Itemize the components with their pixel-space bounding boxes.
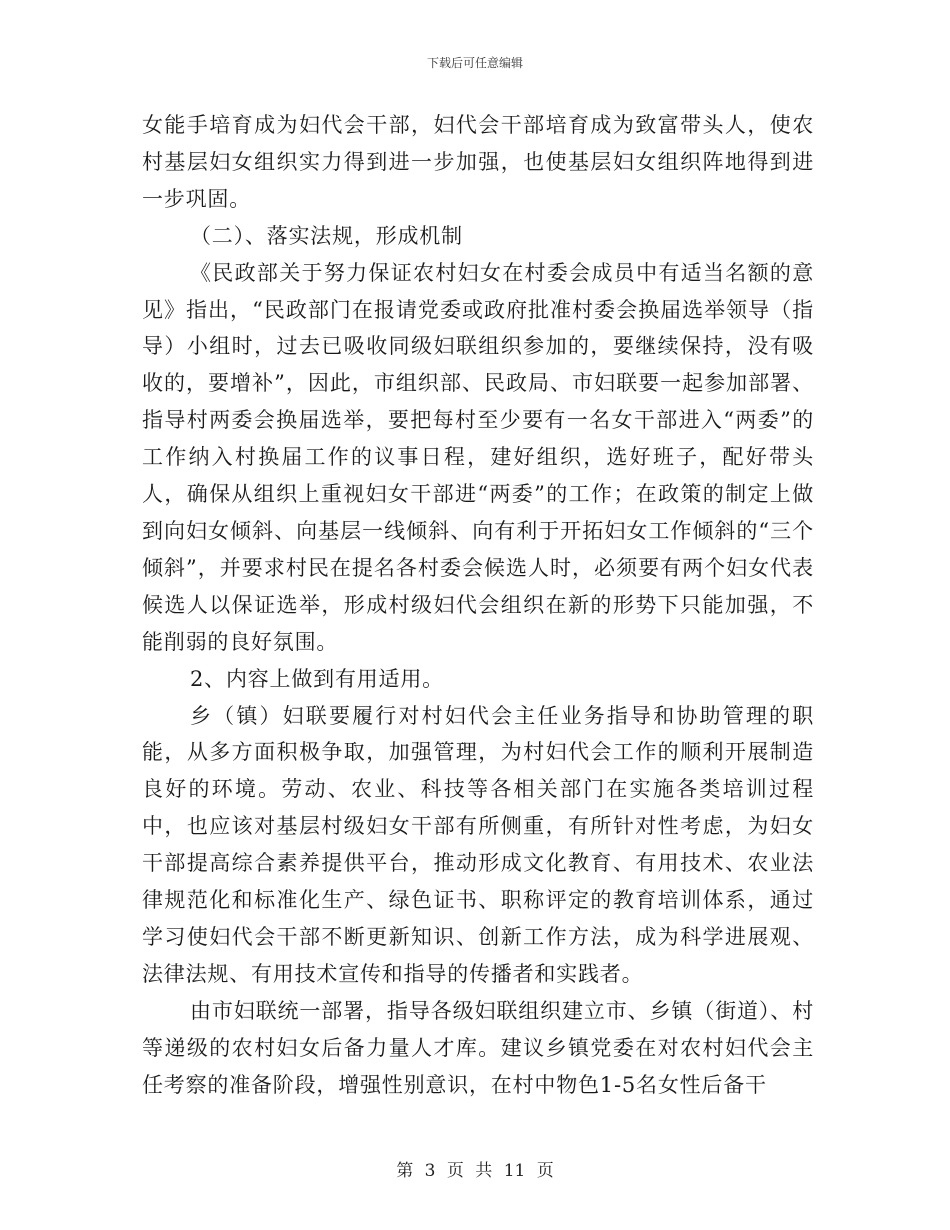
page-header-note: 下载后可任意编辑 <box>426 56 523 70</box>
subsection-heading: 2、内容上做到有用适用。 <box>190 666 444 691</box>
paragraph-1: 女能手培育成为妇代会干部，妇代会干部培育成为致富带头人，使农村基层妇女组织实力得到进一步加强，也使基层妇女组织阵地得到进一步巩固。 <box>142 113 814 211</box>
paragraph-3: 《民政部关于努力保证农村妇女在村委会成员中有适当名额的意见》指出，“民政部门在报请党委或政府批准村委会换届选举领导（指导）小组时，过去已吸收同级妇联组织参加的，要继续保持，没有吸收的，要增补”，因此，市组织部、民政局、市妇联要一起参加部署、指导村两委会换届选举，要把每村至少要有一名女干部进入“两委”的工作纳入村换届工作的议事日程，建好组织，选好班子，配好带头人，确保从组织上重视妇女干部进“两委”的工作；在政策的制定上做到向妇女倾斜、向基层一线倾斜、向有利于开拓妇女工作倾斜的“三个倾斜”，并要求村民在提名各村委会候选人时，必须要有两个妇女代表候选人以保证选举，形成村级妇代会组织在新的形势下只能加强，不能削弱的良好氛围。 <box>142 260 814 654</box>
document-body <box>142 107 814 1103</box>
paragraph-5: 乡（镇）妇联要履行对村妇代会主任业务指导和协助管理的职能，从多方面积极争取，加强管理，为村妇代会工作的顺利开展制造良好的环境。劳动、农业、科技等各相关部门在实施各类培训过程中，也应该对基层村级妇女干部有所侧重，有所针对性考虑，为妇女干部提高综合素养提供平台，推动形成文化教育、有用技术、农业法律规范化和标准化生产、绿色证书、职称评定的教育培训体系，通过学习使妇代会干部不断更新知识、创新工作方法，成为科学进展观、法律法规、有用技术宣传和指导的传播者和实践者。 <box>142 703 814 986</box>
paragraph-6: 由市妇联统一部署，指导各级妇联组织建立市、乡镇（街道）、村等递级的农村妇女后备力量人才库。建议乡镇党委在对农村妇代会主任考察的准备阶段，增强性别意识，在村中物色1-5名女性后备干 <box>142 998 814 1097</box>
page-number: 第 3 页 共 11 页 <box>396 1161 554 1181</box>
section-heading: （二）、落实法规，形成机制 <box>190 223 463 248</box>
